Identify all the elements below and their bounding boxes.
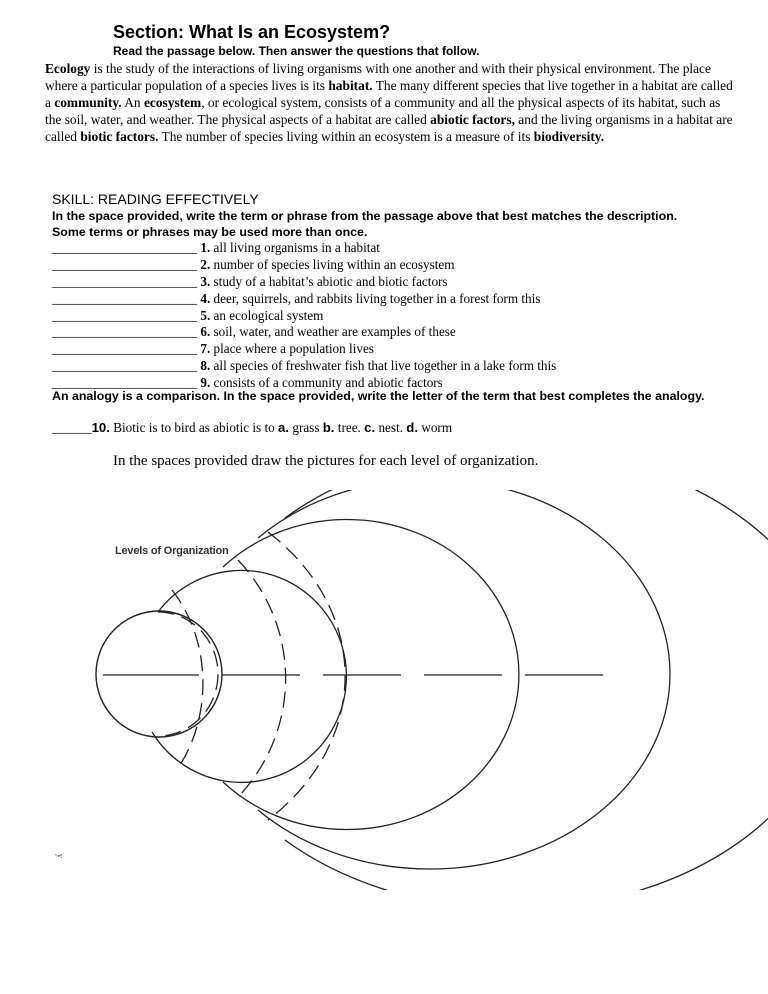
question-description: all living organisms in a habitat: [210, 240, 380, 255]
section-title: Section: What Is an Ecosystem?: [113, 22, 391, 42]
question-description: study of a habitat’s abiotic and biotic factors: [210, 273, 448, 289]
passage-text: The number of species living within an ecosystem is a measure of its: [158, 129, 534, 144]
passage-text: and the living organisms in a habitat are called: [45, 112, 733, 144]
question-description: number of species living within an ecosystem: [210, 256, 455, 272]
question-description: deer, squirrels, and rabbits living together in a forest form this: [210, 290, 541, 306]
passage-key-term: habitat.: [328, 78, 373, 93]
passage-key-term: biotic factors.: [80, 129, 159, 144]
passage-key-term: abiotic factors,: [430, 112, 515, 127]
option-letter: b.: [322, 420, 335, 435]
matching-question: [52, 308, 732, 325]
matching-question: [52, 358, 732, 375]
question-description: an ecological system: [210, 307, 324, 323]
passage-key-term: ecosystem: [143, 95, 202, 110]
level-3-dashed-boundary: [172, 590, 203, 765]
level-1-circle: [96, 611, 222, 737]
level-2-dashed-boundary: [158, 612, 218, 736]
answer-blank[interactable]: ______________________: [52, 375, 198, 391]
option-letter: a.: [278, 420, 290, 435]
question-number: 2.: [200, 256, 211, 272]
passage-text: , or ecological system, consists of a community and all the physical aspects of its habitat, such as the soil, water, and weather. The physical aspects of a habitat are called: [45, 95, 721, 127]
option-text: grass: [289, 420, 323, 435]
question-number: 4.: [200, 290, 211, 306]
option-text: tree.: [334, 420, 365, 435]
passage-instruction: Read the passage below. Then answer the questions that follow.: [113, 44, 480, 58]
analogy-question: [52, 420, 452, 436]
level-5-dashed-boundary: [268, 532, 345, 820]
matching-question: [52, 324, 732, 341]
option-letter: c.: [364, 420, 376, 435]
answer-blank[interactable]: ______________________: [52, 273, 198, 289]
option-letter: d.: [406, 420, 419, 435]
passage-key-term: Ecology: [45, 61, 91, 76]
level-5-circle-outline: [376, 710, 614, 890]
answer-blank[interactable]: ______________________: [52, 290, 198, 306]
skill-instruction: In the space provided, write the term or phrase from the passage above that best matches the description. Some terms or phrases may be used more than once.: [52, 209, 678, 239]
ecology-passage: [45, 60, 735, 145]
question-description: consists of a community and abiotic factors: [210, 375, 443, 391]
answer-blank[interactable]: ______: [52, 420, 92, 435]
level-5-arc: [285, 490, 768, 890]
passage-key-term: biodiversity.: [533, 129, 605, 144]
question-description: place where a population lives: [210, 341, 374, 357]
question-number: 8.: [200, 358, 211, 374]
question-number: 9.: [200, 375, 211, 391]
question-description: soil, water, and weather are examples of these: [210, 324, 456, 340]
matching-question-list: [52, 240, 732, 392]
option-text: worm: [418, 420, 453, 435]
level-4-arc: [258, 490, 670, 869]
analogy-options: [278, 420, 452, 435]
matching-question: [52, 257, 732, 274]
drawing-instruction: In the spaces provided draw the pictures for each level of organization.: [113, 453, 539, 469]
question-number: 3.: [200, 273, 211, 289]
passage-key-term: community.: [54, 95, 122, 110]
answer-blank[interactable]: ______________________: [52, 240, 198, 255]
diagram-label: Levels of Organization: [115, 545, 229, 557]
answer-blank[interactable]: ______________________: [52, 358, 198, 374]
analogy-stem: Biotic is to bird as abiotic is to: [109, 420, 279, 435]
question-description: all species of freshwater fish that live together in a lake form this: [210, 358, 557, 374]
answer-blank[interactable]: ______________________: [52, 307, 198, 323]
question-number: 6.: [200, 324, 211, 340]
passage-text: is the study of the interactions of living organisms with one another and with their physical environment. The place where a particular population of a species lives is its: [45, 61, 711, 93]
analogy-instruction: An analogy is a comparison. In the space provided, write the letter of the term that best completes the analogy.: [52, 389, 705, 403]
question-number: 5.: [200, 307, 211, 323]
question-number: 7.: [200, 341, 211, 357]
option-text: nest.: [375, 420, 407, 435]
corner-mark: y: [55, 853, 66, 859]
matching-question: [52, 291, 732, 308]
answer-blank[interactable]: ______________________: [52, 324, 198, 340]
answer-blank[interactable]: ______________________: [52, 341, 198, 357]
matching-question: [52, 341, 732, 358]
skill-heading: SKILL: READING EFFECTIVELY: [52, 191, 259, 207]
passage-text: An: [121, 95, 144, 110]
matching-question: [52, 274, 732, 291]
question-number: 1.: [200, 240, 211, 255]
question-number: 10.: [91, 420, 110, 435]
answer-blank[interactable]: ______________________: [52, 256, 198, 272]
matching-question: [52, 240, 732, 257]
level-4-dashed-boundary: [238, 560, 286, 795]
passage-text: The many different species that live together in a habitat are called a: [45, 78, 733, 110]
